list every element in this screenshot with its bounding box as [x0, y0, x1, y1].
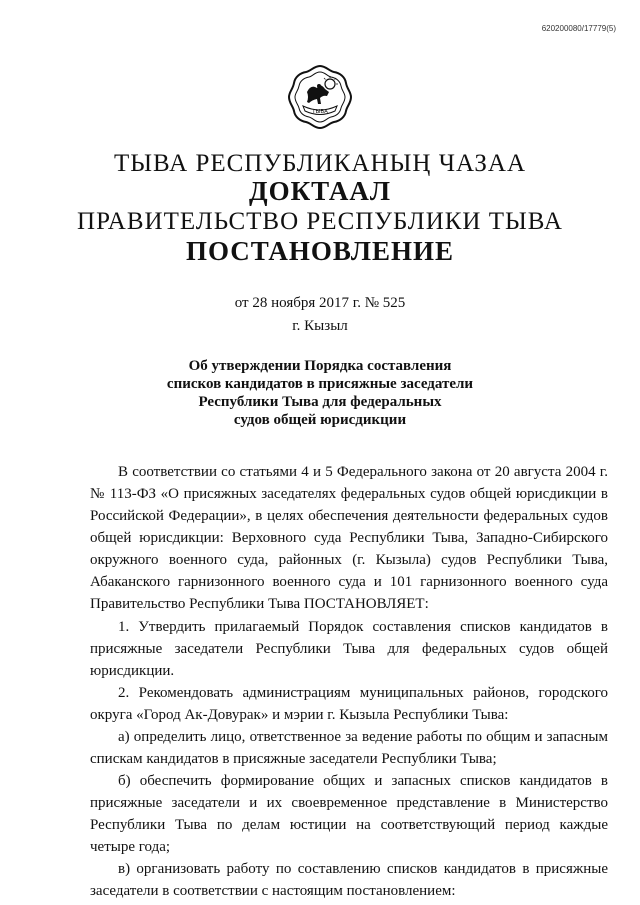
- document-city: г. Кызыл: [292, 318, 348, 334]
- title-line: судов общей юрисдикции: [233, 412, 407, 428]
- header-doktaal: ДОКТААЛ: [249, 176, 391, 206]
- title-line: Об утверждении Порядка составления: [188, 358, 452, 374]
- resolution-item-2b: б) обеспечить формирование общих и запасных списков кандидатов в присяжные заседатели и их своевременное представление в Министерство Республики Тыва по делам юстиции на соответствующий период каждые четыре года;: [90, 773, 608, 855]
- document-number: 620200080/17779(5): [541, 24, 616, 33]
- header-line-tyva: ТЫВА РЕСПУБЛИКАНЫҢ ЧАЗАА: [113, 150, 527, 177]
- title-line: списков кандидатов в присяжные заседатели: [166, 376, 474, 392]
- document-date: от 28 ноября 2017 г. № 525: [234, 295, 406, 311]
- preamble-paragraph: В соответствии со статьями 4 и 5 Федерального закона от 20 августа 2004 г. № 113-ФЗ «О присяжных заседателях федеральных судов общей юрисдикции в Российской Федерации», в целях обеспечения деятельности федеральных судов общей юрисдикции: Верховного суда Республики Тыва, Западно-Сибирского окружного военного суда, районных (г. Кызыла) судов Республики Тыва, Абаканского гарнизонного военного суда и 101 гарнизонного военного суда Правительство Республики Тыва ПОСТАНОВЛЯЕТ:: [90, 464, 608, 612]
- preamble-block: [90, 461, 608, 615]
- resolution-item-1: 1. Утвердить прилагаемый Порядок составления списков кандидатов в присяжные заседатели Республики Тыва для федеральных судов общей юрисдикции.: [90, 619, 608, 679]
- republic-of-tyva-emblem-icon: [285, 62, 355, 132]
- resolution-items: [90, 616, 608, 902]
- svg-text:ТЫВА: ТЫВА: [312, 109, 328, 115]
- header-postanovlenie: ПОСТАНОВЛЕНИЕ: [185, 236, 455, 266]
- title-line: Республики Тыва для федеральных: [198, 394, 442, 410]
- resolution-item-2a: а) определить лицо, ответственное за ведение работы по общим и запасным спискам кандидатов в присяжные заседатели Республики Тыва;: [90, 729, 608, 767]
- header-government: ПРАВИТЕЛЬСТВО РЕСПУБЛИКИ ТЫВА: [77, 208, 563, 235]
- resolution-item-2c: в) организовать работу по составлению списков кандидатов в присяжные заседатели в соответствии с настоящим постановлением:: [90, 861, 608, 899]
- resolution-item-2: 2. Рекомендовать администрациям муниципальных районов, городского округа «Город Ак-Довурак» и мэрии г. Кызыла Республики Тыва:: [90, 685, 608, 723]
- document-title: [0, 357, 640, 429]
